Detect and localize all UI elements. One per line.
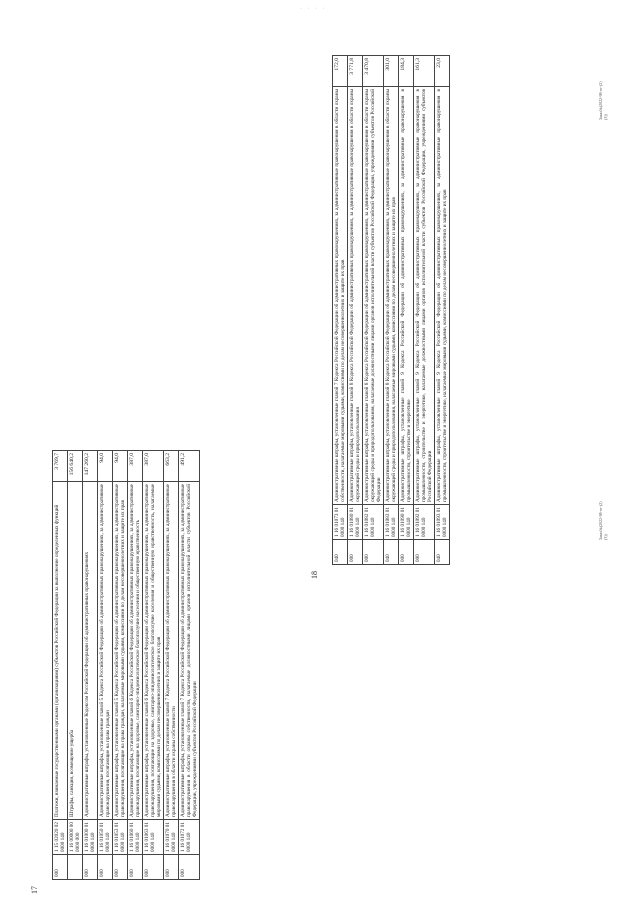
description-cell: Административные штрафы, установленные главой 5 Кодекса Российской Федерации об административных правонарушениях, за административные правонарушения, посягающие на права граждан, налагаемые мировыми судьями, комиссиями по делам несовершеннолетних и защите их прав [113, 482, 128, 820]
print-stamp: Заказ№(2022-98-от-(2)(3)) [598, 81, 608, 120]
code-cell: 000 [164, 855, 179, 880]
table-row [399, 56, 414, 565]
print-stamp: Заказ№(2022-98-от-(2)(3)) [598, 501, 608, 540]
description-cell: Административные штрафы, установленные главой 9 Кодекса Российской Федерации об административных правонарушениях, за административные правонарушения в промышленности, строительстве и энергетике, налагаемые должностными лицами органов исполнительной власти субъектов Российской Федерации, учреждениями субъектов Российской Федерации [414, 87, 435, 505]
code-cell: 000 [113, 855, 128, 880]
code-cell: 000 [83, 855, 98, 880]
table-row [68, 451, 83, 880]
code-cell: 000 [98, 855, 113, 880]
description-cell: Административные штрафы, установленные главой 7 Кодекса Российской Федерации об административных правонарушениях, за административные правонарушения в области охраны собственности, налагаемые должностными лицами органов исполнительной власти субъектов Российской Федерации, учреждениями субъектов Российской Федерации [179, 482, 200, 820]
amount-cell: 3 470,8 [363, 56, 384, 87]
amount-cell: 94,0 [98, 451, 113, 482]
amount-cell: 161,3 [414, 56, 435, 87]
kbk-cell: 1 16 01082 01 0000 140 [363, 505, 384, 540]
table-row [414, 56, 435, 565]
amount-cell: 94,0 [113, 451, 128, 482]
code-cell: 040 [435, 540, 450, 565]
code-cell: 000 [414, 540, 435, 565]
description-cell: Административные штрафы, установленные главой 8 Кодекса Российской Федерации об административных правонарушениях, за административные правонарушения в области охраны окружающей среды и природопользования, налагаемые мировыми судьями, комиссиями по делам несовершеннолетних и защите их прав [384, 87, 399, 505]
amount-cell: 491,2 [179, 451, 200, 482]
amount-cell: 387,0 [143, 451, 164, 482]
page-number: 17 [30, 886, 39, 894]
kbk-cell: 1 16 01050 01 0000 140 [98, 820, 113, 855]
table-row [348, 56, 363, 565]
description-cell: Административные штрафы, установленные главой 8 Кодекса Российской Федерации об административных правонарушениях, за административные правонарушения в области охраны окружающей среды и природопользования, налагаемые должностными лицами органов исполнительной власти субъектов Российской Федерации, учреждениями субъектов Российской Федерации [363, 87, 384, 505]
table-row [363, 56, 384, 565]
amount-cell: 387,0 [128, 451, 143, 482]
table-row [143, 451, 164, 880]
kbk-cell: 1 16 01060 01 0000 140 [128, 820, 143, 855]
table-row [384, 56, 399, 565]
description-cell: Административные штрафы, установленные главой 8 Кодекса Российской Федерации об административных правонарушениях, за административные правонарушения в области охраны окружающей среды и природопользования [348, 87, 363, 505]
description-cell: Штрафы, санкции, возмещение ущерба [68, 482, 83, 820]
amount-cell: 301,0 [384, 56, 399, 87]
code-cell: 040 [384, 540, 399, 565]
table-row [435, 56, 450, 565]
kbk-cell: 1 16 01093 01 0000 140 [435, 505, 450, 540]
table-row [98, 451, 113, 880]
table-row [128, 451, 143, 880]
kbk-cell: 1 16 01053 01 0000 140 [113, 820, 128, 855]
kbk-cell: 1 15 02020 02 0000 140 [53, 820, 68, 855]
kbk-cell: 1 16 01072 01 0000 140 [179, 820, 200, 855]
description-cell: Административные штрафы, установленные Кодексом Российской Федерации об административных правонарушениях [83, 482, 98, 820]
code-cell [68, 855, 83, 880]
kbk-cell: 1 16 01063 01 0000 140 [143, 820, 164, 855]
description-cell: Административные штрафы, установленные главой 9 Кодекса Российской Федерации об административных правонарушениях, за административные правонарушения в промышленности, строительстве и энергетике, налагаемые мировыми судьями, комиссиями по делам несовершеннолетних и защите их прав [435, 87, 450, 505]
code-cell: 000 [363, 540, 384, 565]
description-cell: Административные штрафы, установленные главой 6 Кодекса Российской Федерации об административных правонарушениях, за административные правонарушения, посягающие на здоровье, санитарно-эпидемиологическое благополучие населения и общественную нравственность [128, 482, 143, 820]
description-cell: Административные штрафы, установленные главой 7 Кодекса Российской Федерации об административных правонарушениях, за административные правонарушения в области охраны собственности, налагаемые мировыми судьями, комиссиями по делам несовершеннолетних и защите их прав [333, 87, 348, 505]
kbk-cell: 1 16 01092 01 0000 140 [414, 505, 435, 540]
table-row [53, 451, 68, 880]
description-cell: Административные штрафы, установленные главой 9 Кодекса Российской Федерации об административных правонарушениях, за административные правонарушения в промышленности, строительстве и энергетике [399, 87, 414, 505]
description-cell: Платежи, взимаемые государственными органами (организациями) субъектов Российской Федерации за выполнение определенных функций [53, 482, 68, 820]
code-cell: 000 [348, 540, 363, 565]
page-17 [30, 450, 256, 894]
page-number: 18 [310, 571, 319, 579]
kbk-cell: 1 16 01070 01 0000 140 [164, 820, 179, 855]
table-row [164, 451, 179, 880]
code-cell: 000 [143, 855, 164, 880]
code-cell: 000 [179, 855, 200, 880]
amount-cell: 172,0 [333, 56, 348, 87]
kbk-cell: 1 16 01073 01 0000 140 [333, 505, 348, 540]
amount-cell: 663,2 [164, 451, 179, 482]
revenue-table [332, 55, 450, 565]
description-cell: Административные штрафы, установленные главой 5 Кодекса Российской Федерации об административных правонарушениях, за административные правонарушения, посягающие на права граждан [98, 482, 113, 820]
code-cell: 040 [333, 540, 348, 565]
code-cell: 000 [128, 855, 143, 880]
scan-mark: · · · · [300, 6, 327, 12]
amount-cell: 156 640,2 [68, 451, 83, 482]
amount-cell: 184,3 [399, 56, 414, 87]
code-cell: 000 [53, 855, 68, 880]
table-row [179, 451, 200, 880]
kbk-cell: 1 16 01080 01 0000 140 [348, 505, 363, 540]
description-cell: Административные штрафы, установленные главой 6 Кодекса Российской Федерации об административных правонарушениях, за административные правонарушения, посягающие на здоровье, санитарно-эпидемиологическое благополучие населения и общественную нравственность, налагаемые мировыми судьями, комиссиями по делам несовершеннолетних и защите их прав [143, 482, 164, 820]
revenue-table [52, 450, 200, 880]
description-cell: Административные штрафы, установленные главой 7 Кодекса Российской Федерации об административных правонарушениях, за административные правонарушения в области охраны собственности [164, 482, 179, 820]
kbk-cell: 1 16 01090 01 0000 140 [399, 505, 414, 540]
kbk-cell: 1 16 01083 01 0000 140 [384, 505, 399, 540]
amount-cell: 3 771,8 [348, 56, 363, 87]
code-cell: 000 [399, 540, 414, 565]
table-row [113, 451, 128, 880]
amount-cell: 3 769,7 [53, 451, 68, 482]
amount-cell: 147 260,2 [83, 451, 98, 482]
kbk-cell: 1 16 01000 01 0000 140 [83, 820, 98, 855]
amount-cell: 23,0 [435, 56, 450, 87]
table-row [333, 56, 348, 565]
table-row [83, 451, 98, 880]
page-18 [310, 55, 528, 579]
kbk-cell: 1 16 00000 00 0000 000 [68, 820, 83, 855]
